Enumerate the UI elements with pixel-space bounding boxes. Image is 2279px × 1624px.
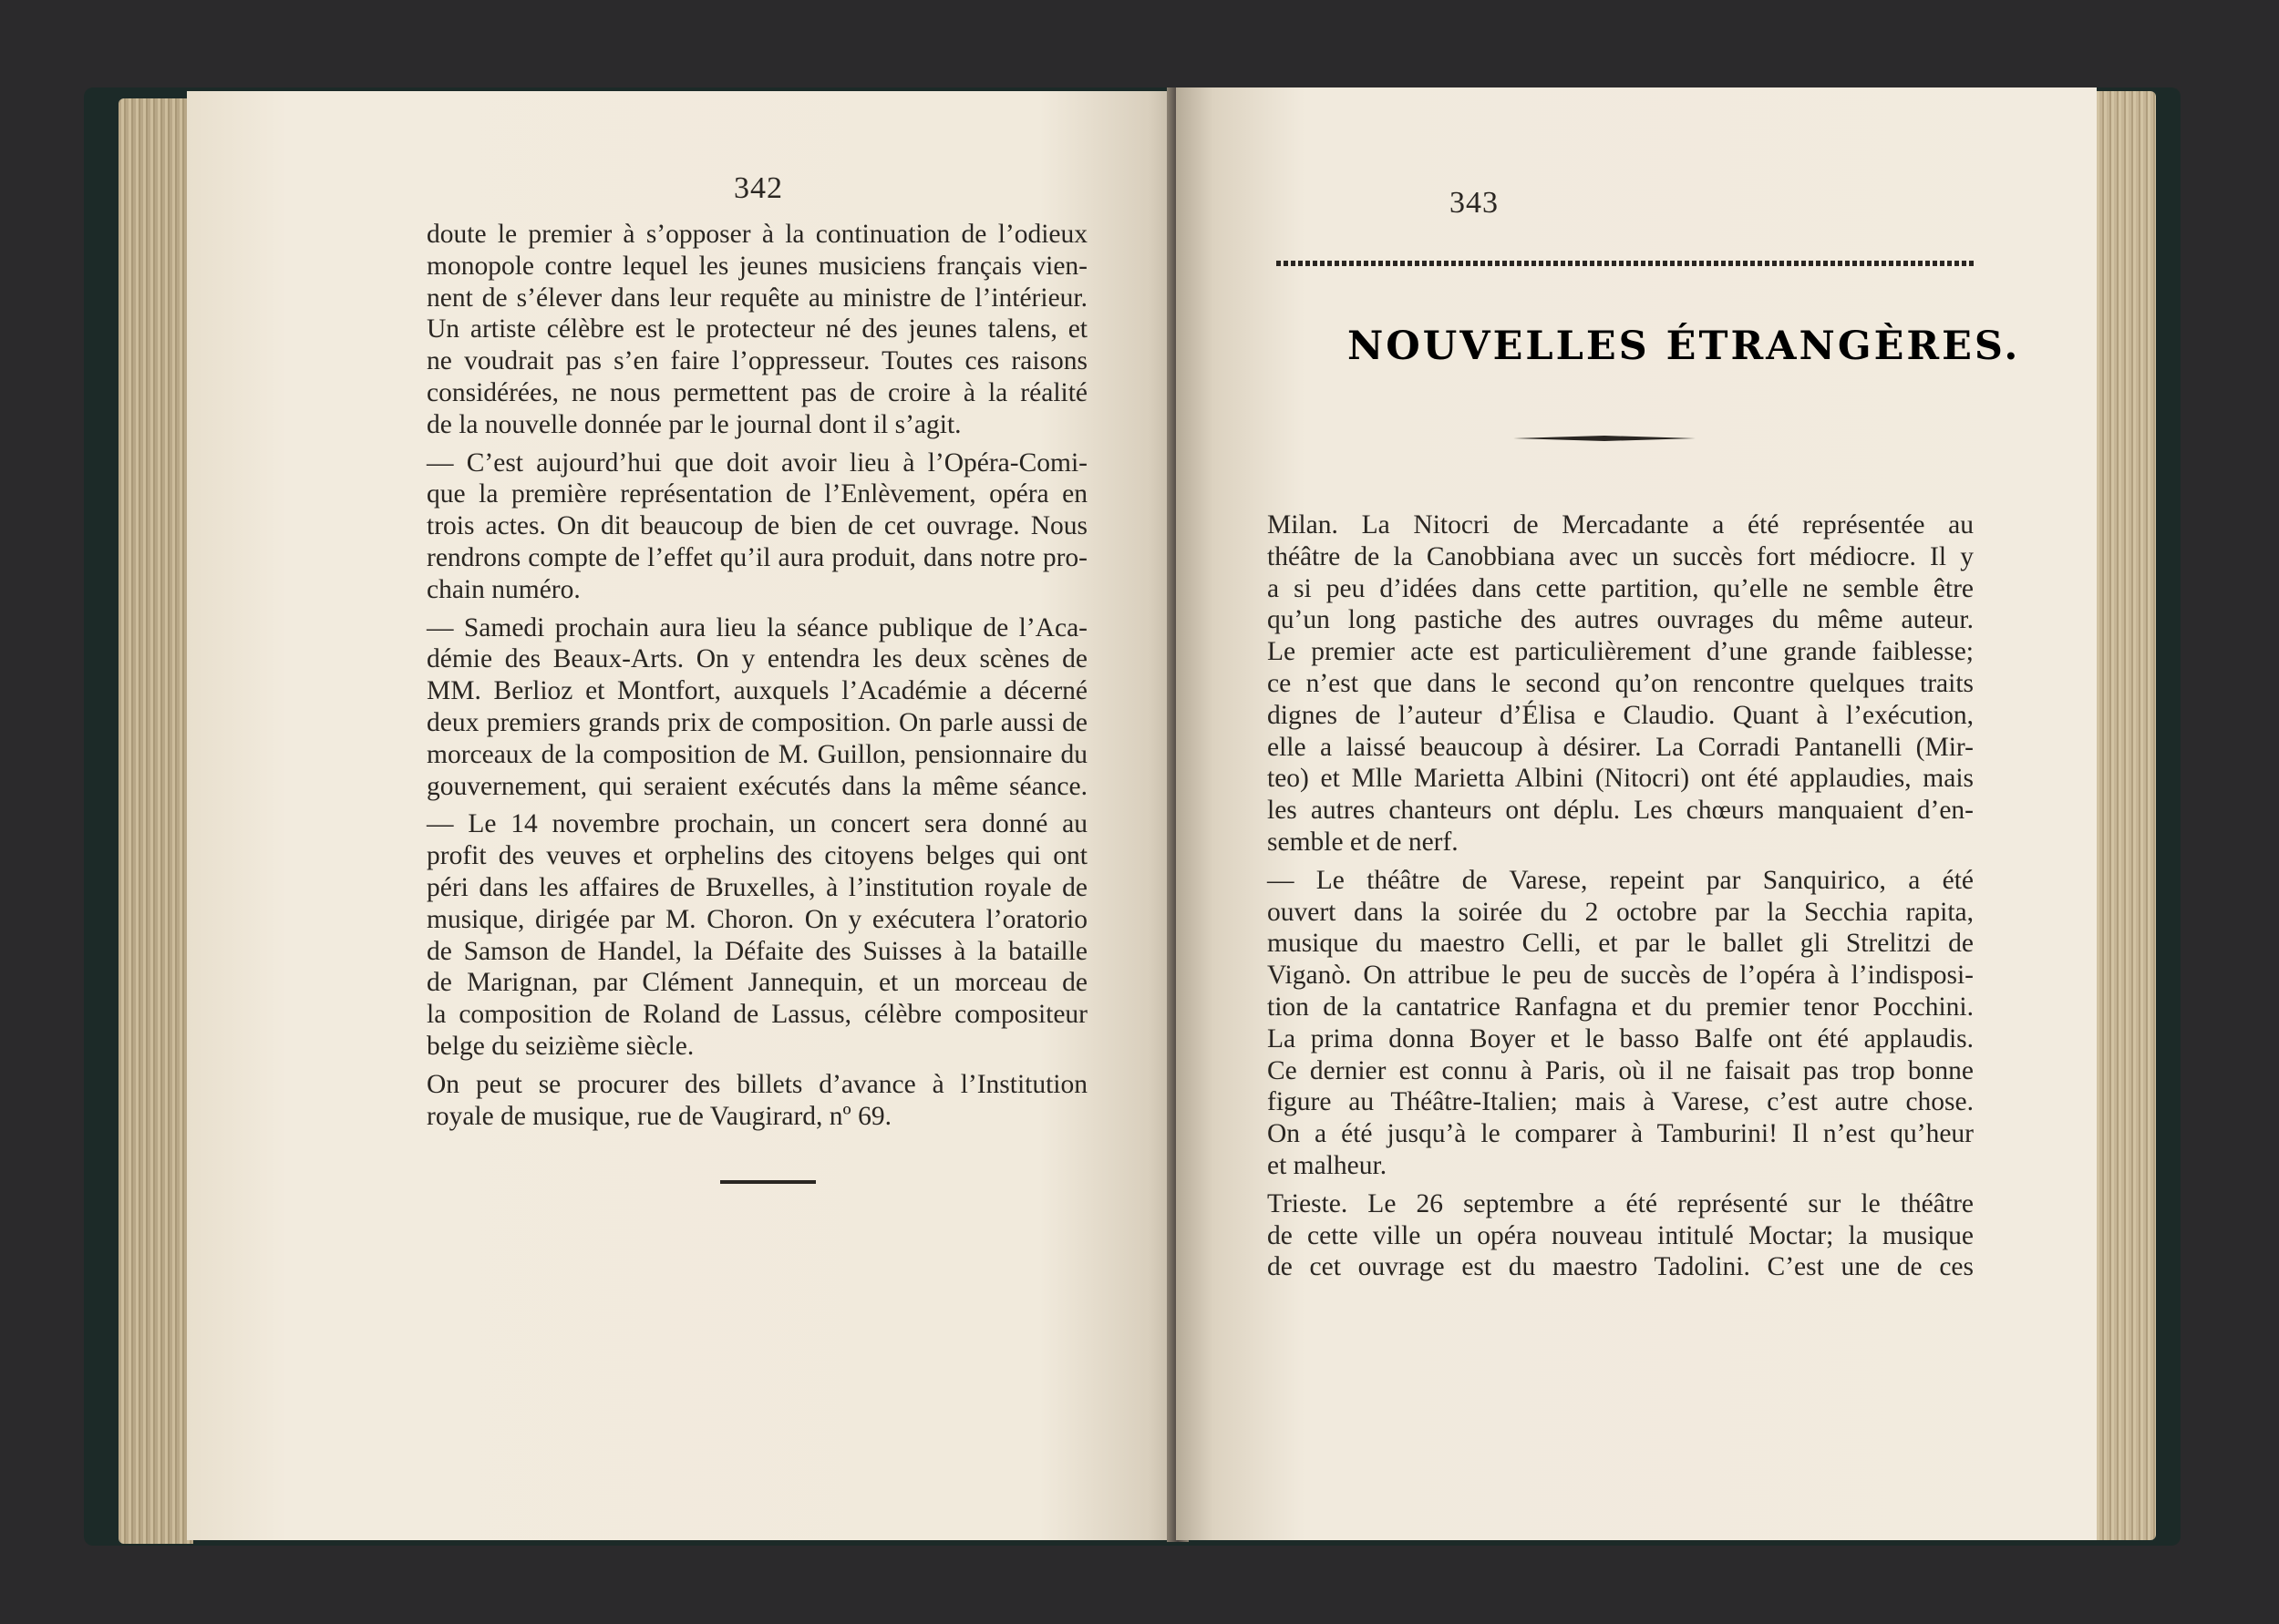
text-line: semble et de nerf. (1267, 827, 1459, 857)
text-line: Un artiste célèbre est le protecteur né des jeunes talens, et (427, 314, 1088, 344)
text-line: ce n’est que dans le second qu’on rencontre quelques traits (1267, 668, 1974, 698)
text-line: Le premier acte est particulièrement d’une grande faiblesse; (1267, 637, 1974, 667)
text-line: La prima donna Boyer et le basso Balfe ont été applaudis. (1267, 1023, 1974, 1054)
text-line: gouvernement, qui seraient exécutés dans la même séance. (427, 771, 1088, 801)
text-line: péri dans les affaires de Bruxelles, à l’institution royale de (427, 872, 1088, 902)
text-line: Viganò. On attribue le peu de succès de l’opéra à l’indisposi- (1267, 961, 1974, 991)
text-line: Milan. La Nitocri de Mercadante a été représentée au (1267, 510, 1974, 540)
text-line: de Samson de Handel, la Défaite des Suisses à la bataille (427, 936, 1088, 966)
text-line: la composition de Roland de Lassus, célèbre compositeur (427, 1000, 1088, 1030)
text-line: MM. Berlioz et Montfort, auxquels l’Académie a décerné (427, 676, 1088, 706)
text-line: tion de la cantatrice Ranfagna et du premier tenor Pocchini. (1267, 992, 1974, 1022)
text-line: de la nouvelle donnée par le journal dont il s’agit. (427, 409, 962, 439)
text-line: — Le théâtre de Varese, repeint par Sanquirico, a été (1267, 865, 1974, 895)
text-line: On a été jusqu’à le comparer à Tamburini! Il n’est qu’heur (1267, 1119, 1974, 1149)
text-line: figure au Théâtre-Italien; mais à Varese, c’est autre chose. (1267, 1087, 1974, 1117)
section-heading: NOUVELLES ÉTRANGÈRES. (1347, 324, 2021, 369)
text-line: de cet ouvrage est du maestro Tadolini. C’est une de ces (1267, 1252, 1974, 1282)
page-edges-right (2092, 91, 2156, 1540)
right-page (1176, 87, 2097, 1540)
text-line: considérées, ne nous permettent pas de croire à la réalité (427, 377, 1088, 407)
right-page-text (1267, 509, 1974, 1283)
page-number: 342 (734, 171, 783, 205)
text-line: trois actes. On dit beaucoup de bien de cet ouvrage. Nous (427, 511, 1088, 541)
text-line: que la première représentation de l’Enlèvement, opéra en (427, 479, 1088, 509)
text-line: musique, dirigée par M. Choron. On y exécutera l’oratorio (427, 904, 1088, 934)
text-line: monopole contre lequel les jeunes musiciens français vien- (427, 251, 1088, 281)
left-page-text (427, 219, 1088, 1132)
text-line: — Samedi prochain aura lieu la séance publique de l’Aca- (427, 612, 1088, 642)
text-line: Trieste. Le 26 septembre a été représenté sur le théâtre (1267, 1188, 1974, 1218)
text-line: deux premiers grands prix de composition. On parle aussi de (427, 707, 1088, 737)
text-line: et malheur. (1267, 1150, 1387, 1180)
page-edges-left (119, 98, 193, 1544)
text-line: rendrons compte de l’effet qu’il aura produit, dans notre pro- (427, 542, 1088, 572)
text-line: belge du seizième siècle. (427, 1031, 695, 1061)
text-line: profit des veuves et orphelins des citoyens belges qui ont (427, 841, 1088, 871)
text-line: les autres chanteurs ont déplu. Les chœurs manquaient d’en- (1267, 796, 1974, 826)
text-line: On peut se procurer des billets d’avance à l’Institution (427, 1069, 1088, 1099)
text-line: ne voudrait pas s’en faire l’oppresseur. Toutes ces raisons (427, 346, 1088, 376)
closing-rule (720, 1180, 816, 1184)
text-line: théâtre de la Canobbiana avec un succès fort médiocre. Il y (1267, 541, 1974, 571)
page-number: 343 (1449, 186, 1499, 220)
text-line: — C’est aujourd’hui que doit avoir lieu à l’Opéra-Comi- (427, 447, 1088, 478)
text-line: nent de s’élever dans leur requête au ministre de l’intérieur. (427, 283, 1088, 313)
text-line: de cette ville un opéra nouveau intitulé Moctar; la musique (1267, 1220, 1974, 1250)
left-page (187, 91, 1190, 1540)
text-line: ouvert dans la soirée du 2 octobre par la Secchia rapita, (1267, 897, 1974, 927)
text-line: teo) et Mlle Marietta Albini (Nitocri) ont été applaudies, mais (1267, 764, 1974, 794)
text-line: qu’un long pastiche des autres ouvrages du même auteur. (1267, 605, 1974, 635)
text-line: Ce dernier est connu à Paris, où il ne faisait pas trop bonne (1267, 1055, 1974, 1085)
heading-ornament (1513, 436, 1696, 441)
text-line: démie des Beaux-Arts. On y entendra les deux scènes de (427, 644, 1088, 674)
text-line: musique du maestro Celli, et par le ballet gli Strelitzi de (1267, 929, 1974, 959)
text-line: de Marignan, par Clément Jannequin, et un morceau de (427, 968, 1088, 998)
text-line: doute le premier à s’opposer à la continuation de l’odieux (427, 220, 1088, 249)
text-line: morceaux de la composition de M. Guillon, pensionnaire du (427, 739, 1088, 769)
text-line: dignes de l’auteur d’Élisa e Claudio. Quant à l’exécution, (1267, 700, 1974, 730)
text-line: royale de musique, rue de Vaugirard, nº 69. (427, 1101, 892, 1131)
text-line: elle a laissé beaucoup à désirer. La Corradi Pantanelli (Mir- (1267, 732, 1974, 762)
text-line: — Le 14 novembre prochain, un concert sera donné au (427, 809, 1088, 839)
text-line: a si peu d’idées dans cette partition, qu’elle ne semble être (1267, 573, 1974, 603)
header-ornament-rule (1276, 261, 1976, 266)
text-line: chain numéro. (427, 574, 581, 604)
